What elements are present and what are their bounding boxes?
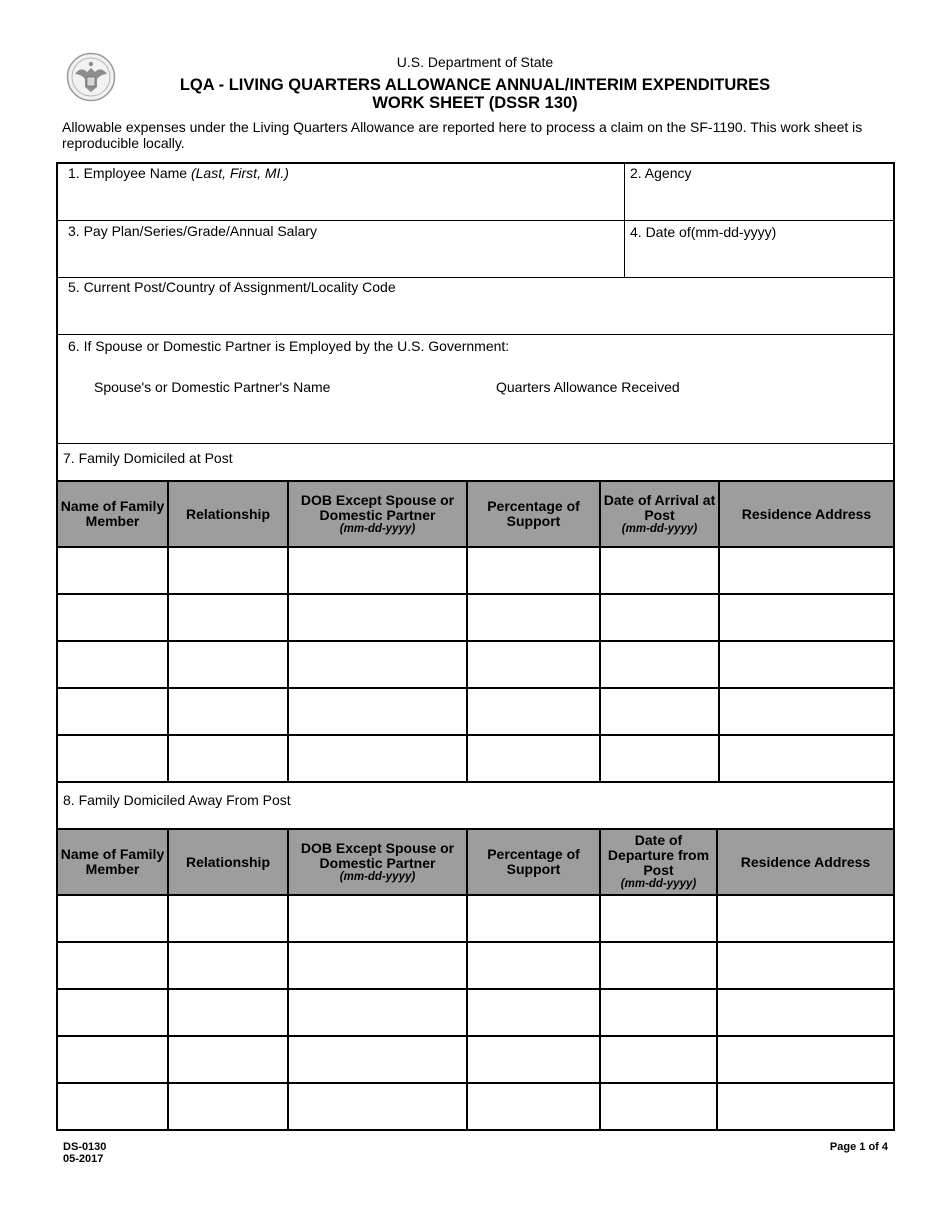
employee-name-label: 1. Employee Name xyxy=(68,165,191,181)
cell-input[interactable] xyxy=(467,641,600,688)
col-arrival-date xyxy=(600,481,719,547)
cell-input[interactable] xyxy=(168,895,288,942)
cell-input[interactable] xyxy=(168,641,288,688)
col-departure-label: Date of Departure from Post xyxy=(607,832,710,878)
cell-input[interactable] xyxy=(719,641,893,688)
col-support: Percentage of Support xyxy=(467,829,600,895)
table-row xyxy=(58,989,893,1036)
cell-input[interactable] xyxy=(600,688,719,735)
cell-input[interactable] xyxy=(717,1083,893,1130)
cell-input[interactable] xyxy=(288,735,467,782)
cell-input[interactable] xyxy=(288,895,467,942)
pay-plan-field[interactable]: 3. Pay Plan/Series/Grade/Annual Salary xyxy=(68,223,318,239)
cell-input[interactable] xyxy=(58,594,168,641)
department-name: U.S. Department of State xyxy=(396,54,554,70)
col-departure-date xyxy=(600,829,717,895)
cell-input[interactable] xyxy=(600,641,719,688)
agency-field[interactable]: 2. Agency xyxy=(630,165,692,181)
col-residence: Residence Address xyxy=(719,481,893,547)
spouse-name-field[interactable]: Spouse's or Domestic Partner's Name xyxy=(94,379,331,395)
cell-input[interactable] xyxy=(58,942,168,989)
col-family-member: Name of Family Member xyxy=(58,829,168,895)
section-8-label: 8. Family Domiciled Away From Post xyxy=(63,792,291,808)
cell-input[interactable] xyxy=(288,1083,467,1130)
cell-input[interactable] xyxy=(719,547,893,594)
cell-input[interactable] xyxy=(467,594,600,641)
current-post-field[interactable]: 5. Current Post/Country of Assignment/Locality Code xyxy=(68,279,396,295)
table-row xyxy=(58,1036,893,1083)
col-family-member: Name of Family Member xyxy=(58,481,168,547)
table-row xyxy=(58,735,893,782)
cell-input[interactable] xyxy=(717,989,893,1036)
cell-input[interactable] xyxy=(467,688,600,735)
cell-input[interactable] xyxy=(288,1036,467,1083)
family-away-table xyxy=(58,828,893,1131)
col-dob-label: DOB Except Spouse or Domestic Partner xyxy=(300,839,455,871)
table-row xyxy=(58,942,893,989)
table-header-row xyxy=(58,481,893,547)
cell-input[interactable] xyxy=(600,989,717,1036)
cell-input[interactable] xyxy=(288,688,467,735)
cell-input[interactable] xyxy=(600,594,719,641)
cell-input[interactable] xyxy=(719,735,893,782)
col-arrival-hint: (mm-dd-yyyy) xyxy=(621,522,698,535)
cell-input[interactable] xyxy=(600,1083,717,1130)
cell-input[interactable] xyxy=(467,735,600,782)
cell-input[interactable] xyxy=(58,989,168,1036)
cell-input[interactable] xyxy=(58,547,168,594)
cell-input[interactable] xyxy=(168,942,288,989)
cell-input[interactable] xyxy=(168,547,288,594)
family-at-post-table xyxy=(58,480,893,783)
col-relationship: Relationship xyxy=(168,829,288,895)
cell-input[interactable] xyxy=(58,895,168,942)
form-number xyxy=(63,1141,106,1165)
cell-input[interactable] xyxy=(467,1083,600,1130)
cell-input[interactable] xyxy=(288,547,467,594)
cell-input[interactable] xyxy=(467,989,600,1036)
table-row xyxy=(58,547,893,594)
cell-input[interactable] xyxy=(168,594,288,641)
form-revision-date: 05-2017 xyxy=(63,1153,104,1165)
col-dob-hint: (mm-dd-yyyy) xyxy=(339,522,416,535)
cell-input[interactable] xyxy=(288,594,467,641)
col-departure-hint: (mm-dd-yyyy) xyxy=(620,878,697,890)
cell-input[interactable] xyxy=(717,895,893,942)
cell-input[interactable] xyxy=(168,735,288,782)
col-residence: Residence Address xyxy=(717,829,893,895)
cell-input[interactable] xyxy=(717,942,893,989)
cell-input[interactable] xyxy=(600,942,717,989)
cell-input[interactable] xyxy=(467,942,600,989)
cell-input[interactable] xyxy=(467,895,600,942)
cell-input[interactable] xyxy=(168,1083,288,1130)
col-dob-hint: (mm-dd-yyyy) xyxy=(339,870,416,883)
cell-input[interactable] xyxy=(600,895,717,942)
cell-input[interactable] xyxy=(168,688,288,735)
employee-name-hint: (Last, First, MI.) xyxy=(190,165,289,181)
row-pay-date xyxy=(58,221,893,278)
col-dob-label: DOB Except Spouse or Domestic Partner xyxy=(300,491,455,523)
form-title-line2: WORK SHEET (DSSR 130) xyxy=(372,94,578,112)
cell-input[interactable] xyxy=(600,547,719,594)
row-current-post xyxy=(58,278,893,335)
worksheet-form xyxy=(56,162,895,1131)
intro-text: Allowable expenses under the Living Quarters Allowance are reported here to process a claim on the SF-1190. This work sheet is reproducible locally. xyxy=(62,119,863,151)
cell-input[interactable] xyxy=(467,1036,600,1083)
date-field[interactable]: 4. Date of(mm-dd-yyyy) xyxy=(630,224,777,240)
section-7-label: 7. Family Domiciled at Post xyxy=(63,450,233,466)
cell-input[interactable] xyxy=(288,641,467,688)
quarters-allowance-field[interactable]: Quarters Allowance Received xyxy=(496,379,680,395)
table-header-row xyxy=(58,829,893,895)
cell-input[interactable] xyxy=(168,989,288,1036)
cell-input[interactable] xyxy=(467,547,600,594)
cell-input[interactable] xyxy=(58,1083,168,1130)
spouse-employment-label: 6. If Spouse or Domestic Partner is Employed by the U.S. Government: xyxy=(68,338,510,354)
cell-input[interactable] xyxy=(288,989,467,1036)
col-relationship: Relationship xyxy=(168,481,288,547)
table-row xyxy=(58,594,893,641)
col-dob xyxy=(288,829,467,895)
cell-input[interactable] xyxy=(58,1036,168,1083)
cell-input[interactable] xyxy=(288,942,467,989)
row-employee-agency xyxy=(58,164,893,221)
table-row xyxy=(58,895,893,942)
divider xyxy=(624,221,625,278)
cell-input[interactable] xyxy=(719,594,893,641)
cell-input[interactable] xyxy=(719,688,893,735)
divider xyxy=(624,164,625,221)
col-arrival-label: Date of Arrival at Post xyxy=(603,491,716,523)
cell-input[interactable] xyxy=(717,1036,893,1083)
table-row xyxy=(58,1083,893,1130)
cell-input[interactable] xyxy=(168,1036,288,1083)
form-title-line1: LQA - LIVING QUARTERS ALLOWANCE ANNUAL/INTERIM EXPENDITURES xyxy=(179,76,771,94)
row-spouse-employment xyxy=(58,335,893,444)
col-support: Percentage of Support xyxy=(467,481,600,547)
page-indicator: Page 1 of 4 xyxy=(829,1141,888,1153)
form-number-code: DS-0130 xyxy=(63,1141,107,1153)
table-row xyxy=(58,641,893,688)
cell-input[interactable] xyxy=(58,735,168,782)
table-row xyxy=(58,688,893,735)
cell-input[interactable] xyxy=(600,735,719,782)
cell-input[interactable] xyxy=(600,1036,717,1083)
col-dob xyxy=(288,481,467,547)
cell-input[interactable] xyxy=(58,688,168,735)
employee-name-field[interactable] xyxy=(68,165,289,181)
cell-input[interactable] xyxy=(58,641,168,688)
